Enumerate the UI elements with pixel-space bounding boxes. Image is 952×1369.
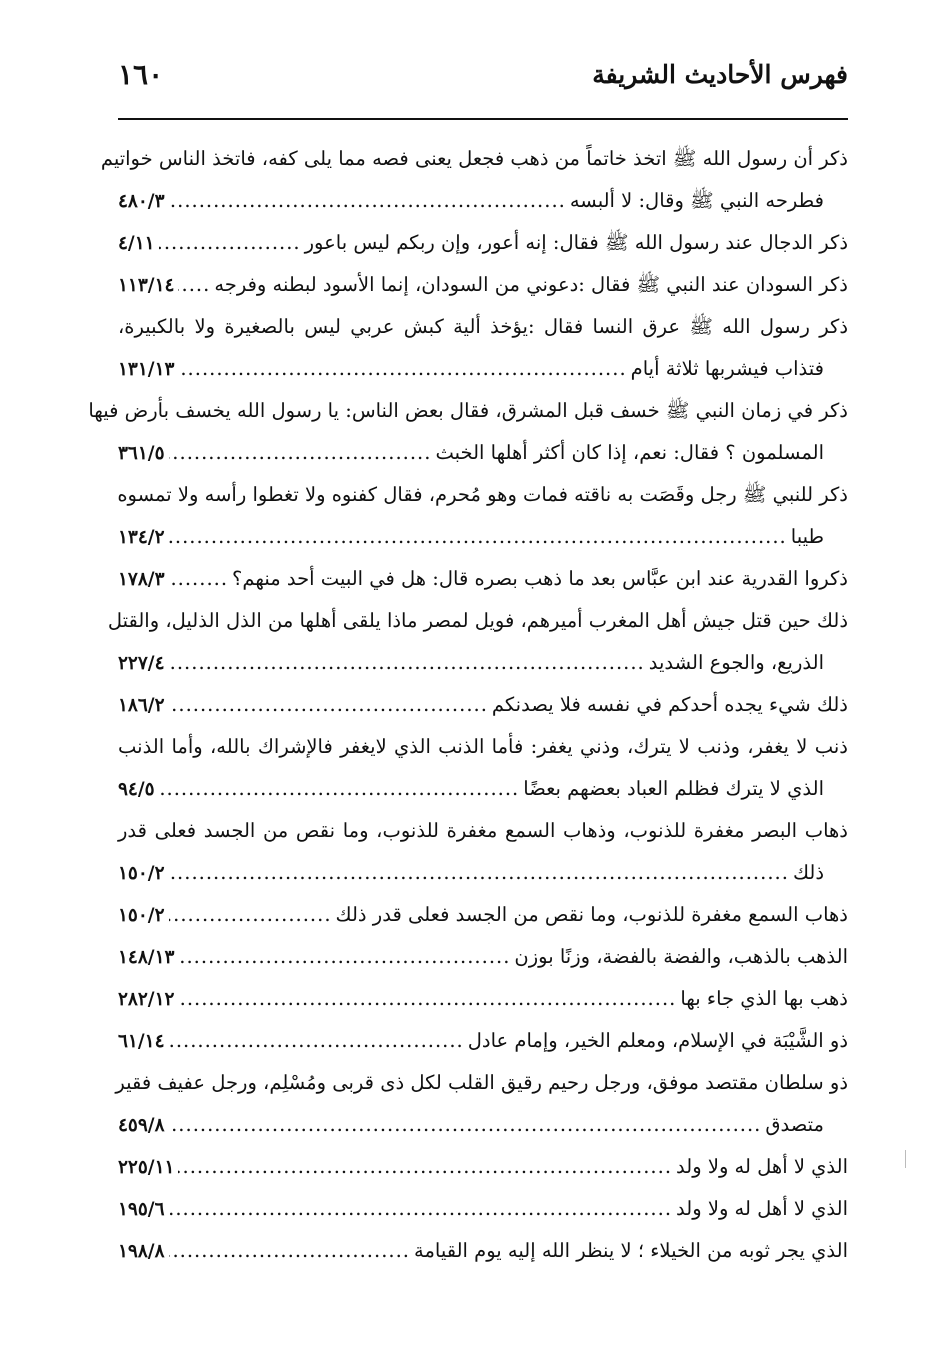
entry-text: ذهب بها الذي جاء بها [680, 987, 848, 1010]
volume-page-reference: ١٥٠/٢ [118, 905, 165, 926]
entry-text-line: ذلك حين قتل جيش أهل المغرب أميرهم، فويل لمصر ماذا يلقى أهلها من الذل الذليل، والقتل [107, 609, 848, 632]
entry-last-line [118, 264, 848, 306]
entry-text: فتذاب فيشربها ثلاثة أيام [630, 357, 824, 380]
dot-leader [178, 348, 626, 390]
volume-page-reference: ١٣٤/٢ [118, 527, 165, 548]
entry-last-line [118, 222, 848, 264]
dot-leader [169, 516, 787, 558]
dot-leader [169, 1230, 410, 1272]
entry-text: طيبا [790, 525, 824, 548]
entry-last-line [118, 978, 848, 1020]
volume-page-reference: ١٨٦/٢ [118, 695, 165, 716]
entry-last-line [118, 642, 848, 684]
entry-text-line: ذكر للنبي ﷺ رجل وقَصَت به ناقته فمات وهو مُحرم، فقال كفنوه ولا تغطوا رأسه ولا تمسوه [117, 483, 848, 506]
entry-text-line: ذنب لا يغفر، وذنب لا يترك، وذني يغفر: فأما الذنب الذي لايغفر فالإشراك بالله، وأما الذنب [118, 735, 848, 758]
entry-last-line [118, 768, 848, 810]
entry-text: الذي يجر ثوبه من الخيلاء ؛ لا ينظر الله إليه يوم القيامة [414, 1239, 848, 1262]
entry-text: الذهب بالذهب، والفضة بالفضة، وزنًا بوزن [514, 945, 848, 968]
dot-leader [169, 432, 432, 474]
entry-text: ذكر السودان عند النبي ﷺ فقال :دعوني من السودان، إنما الأسود لبطنه وفرجه [214, 273, 848, 296]
index-entry [107, 600, 848, 684]
entry-text: ذكروا القدرية عند ابن عبَّاس بعد ما ذهب بصره قال: هل في البيت أحد منهم؟ [232, 567, 848, 590]
index-entry [115, 1062, 848, 1146]
dot-leader [178, 936, 510, 978]
volume-page-reference: ١١٣/١٤ [118, 275, 175, 296]
entry-last-line [118, 1146, 848, 1188]
index-entry [118, 1146, 848, 1188]
entry-last-line [118, 1104, 848, 1146]
volume-page-reference: ١٩٥/٦ [118, 1199, 165, 1220]
volume-page-reference: ١٩٨/٨ [118, 1241, 165, 1262]
entry-text: فطرحه النبي ﷺ وقال: لا ألبسه [569, 189, 824, 212]
entry-text: ذهاب السمع مغفرة للذنوب، وما نقص من الجسد فعلى قدر ذلك [335, 903, 848, 926]
dot-leader [178, 1146, 672, 1188]
page-header [118, 56, 848, 106]
index-entry [118, 558, 848, 600]
dot-leader [169, 684, 488, 726]
index-entry [118, 810, 848, 894]
dot-leader [159, 222, 301, 264]
index-entry [100, 138, 848, 222]
volume-page-reference: ١٣١/١٣ [118, 359, 175, 380]
entry-last-line [118, 936, 848, 978]
dot-leader [169, 1104, 762, 1146]
entry-last-line [118, 1020, 848, 1062]
entry-last-line [118, 1230, 848, 1272]
index-entry [118, 222, 848, 264]
index-entry [118, 894, 848, 936]
entry-text: ذلك [792, 861, 824, 884]
entry-text: الذي لا يترك فظلم العباد بعضهم بعضًا [523, 777, 824, 800]
dot-leader [169, 852, 789, 894]
index-entry [118, 726, 848, 810]
entry-last-line [118, 894, 848, 936]
scan-artifact [905, 1150, 906, 1168]
entry-text: ذلك شيء يجده أحدكم في نفسه فلا يصدنكم [491, 693, 848, 716]
running-title: فهرس الأحاديث الشريفة [592, 60, 848, 89]
volume-page-reference: ٣٦١/٥ [118, 443, 165, 464]
entry-text: ذو الشَّيْبَة في الإسلام، ومعلم الخير، وإمام عادل [467, 1029, 848, 1052]
index-entry [118, 1188, 848, 1230]
entry-text: المسلمون ؟ فقال: نعم، إذا كان أكثر أهلها الخبث [435, 441, 824, 464]
entry-text: الذي لا أهل له ولا ولد [676, 1197, 848, 1220]
entry-last-line [118, 684, 848, 726]
index-entry [118, 936, 848, 978]
dot-leader [178, 978, 676, 1020]
entry-last-line [118, 432, 848, 474]
entry-text-line: ذكر في زمان النبي ﷺ خسف قبل المشرق، فقال بعض الناس: يا رسول الله يخسف بأرض فيها [88, 399, 848, 422]
volume-page-reference: ٤٨٠/٣ [118, 191, 165, 212]
volume-page-reference: ١٥٠/٢ [118, 863, 165, 884]
index-entry [118, 1230, 848, 1272]
entry-text: الذريع، والجوع الشديد [648, 651, 824, 674]
index-entry [118, 306, 848, 390]
entry-text-line: ذكر رسول الله ﷺ عرق النسا فقال :يؤخذ ألية كبش عربي ليس بالصغيرة ولا بالكبيرة، [118, 315, 848, 338]
volume-page-reference: ٤/١١ [118, 233, 155, 254]
index-entry [118, 474, 848, 558]
volume-page-reference: ١٧٨/٣ [118, 569, 165, 590]
volume-page-reference: ٢٢٥/١١ [118, 1157, 175, 1178]
entry-text: الذي لا أهل له ولا ولد [676, 1155, 848, 1178]
entry-text: متصدق [765, 1113, 824, 1136]
dot-leader [178, 264, 210, 306]
index-entry [118, 264, 848, 306]
hadith-index-list [88, 138, 848, 1272]
volume-page-reference: ٤٥٩/٨ [118, 1115, 165, 1136]
entry-last-line [118, 852, 848, 894]
volume-page-reference: ٢٢٧/٤ [118, 653, 165, 674]
index-entry [118, 978, 848, 1020]
entry-text-line: ذكر أن رسول الله ﷺ اتخذ خاتماً من ذهب فجعل يعنى فصه مما يلى كفه، فاتخذ الناس خواتيم [100, 147, 848, 170]
index-entry [118, 1020, 848, 1062]
volume-page-reference: ١٤٨/١٣ [118, 947, 175, 968]
volume-page-reference: ٩٤/٥ [118, 779, 155, 800]
entry-last-line [118, 558, 848, 600]
index-entry [88, 390, 848, 474]
entry-last-line [118, 180, 848, 222]
volume-page-reference: ٦١/١٤ [118, 1031, 165, 1052]
header-rule [118, 118, 848, 120]
dot-leader [169, 894, 332, 936]
dot-leader [169, 642, 645, 684]
dot-leader [169, 558, 229, 600]
index-entry [118, 684, 848, 726]
dot-leader [169, 1020, 464, 1062]
page-number: ١٦٠ [118, 58, 164, 91]
entry-text: ذكر الدجال عند رسول الله ﷺ فقال: إنه أعور، وإن ربكم ليس باعور [304, 231, 848, 254]
volume-page-reference: ٢٨٢/١٢ [118, 989, 175, 1010]
dot-leader [159, 768, 520, 810]
entry-text-line: ذهاب البصر مغفرة للذنوب، وذهاب السمع مغفرة للذنوب، وما نقص من الجسد فعلى قدر [118, 819, 848, 842]
entry-last-line [118, 516, 848, 558]
entry-last-line [118, 1188, 848, 1230]
entry-last-line [118, 348, 848, 390]
entry-text-line: ذو سلطان مقتصد موفق، ورجل رحيم رقيق القلب لكل ذى قربى ومُسْلِم، ورجل عفيف فقير [115, 1071, 848, 1094]
dot-leader [169, 1188, 673, 1230]
dot-leader [169, 180, 566, 222]
